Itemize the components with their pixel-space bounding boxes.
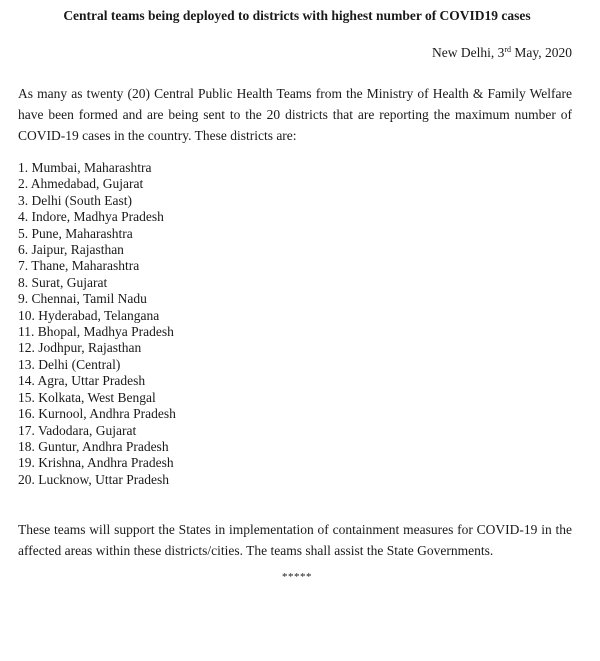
district-list-item: 10. Hyderabad, Telangana [18,307,160,323]
dateline-ordinal: rd [504,45,511,54]
district-list-item: 19. Krishna, Andhra Pradesh [18,455,174,471]
district-list-item: 2. Ahmedabad, Gujarat [18,176,144,192]
district-list-item: 15. Kolkata, West Bengal [18,389,156,405]
document-title: Central teams being deployed to districts with highest number of COVID19 cases [63,8,531,23]
district-list-item: 16. Kurnool, Andhra Pradesh [18,406,176,422]
district-list-item: 1. Mumbai, Maharashtra [18,160,152,175]
district-list [18,160,576,488]
district-list-item: 6. Jaipur, Rajasthan [18,242,124,258]
district-list-item: 8. Surat, Gujarat [18,274,108,290]
district-list-item: 7. Thane, Maharashtra [18,258,140,274]
district-list-item: 5. Pune, Maharashtra [18,225,133,241]
district-list-item: 20. Lucknow, Uttar Pradesh [18,471,169,487]
district-list-item: 14. Agra, Uttar Pradesh [18,373,146,389]
district-list-item: 3. Delhi (South East) [18,192,132,208]
dateline [18,45,576,61]
district-list-item: 17. Vadodara, Gujarat [18,422,137,438]
district-list-item: 4. Indore, Madhya Pradesh [18,209,164,225]
district-list-item: 12. Jodhpur, Rajasthan [18,340,142,356]
district-list-item: 11. Bhopal, Madhya Pradesh [18,324,174,340]
end-mark: ***** [282,571,312,584]
intro-paragraph: As many as twenty (20) Central Public Health Teams from the Ministry of Health & Family Welfare have been formed and are being sent to the 20 districts that are reporting the maximum number of COVID-19 cases in the country. These districts are: [18,86,572,143]
dateline-rest: May, 2020 [511,45,572,60]
district-list-item: 13. Delhi (Central) [18,356,121,372]
dateline-place-date: New Delhi, 3 [431,45,505,60]
closing-paragraph: These teams will support the States in implementation of containment measures for COVID-19 in the affected areas within these districts/cities. The teams shall assist the State Governments. [18,522,572,559]
district-list-item: 18. Guntur, Andhra Pradesh [18,438,169,454]
district-list-item: 9. Chennai, Tamil Nadu [18,291,147,307]
